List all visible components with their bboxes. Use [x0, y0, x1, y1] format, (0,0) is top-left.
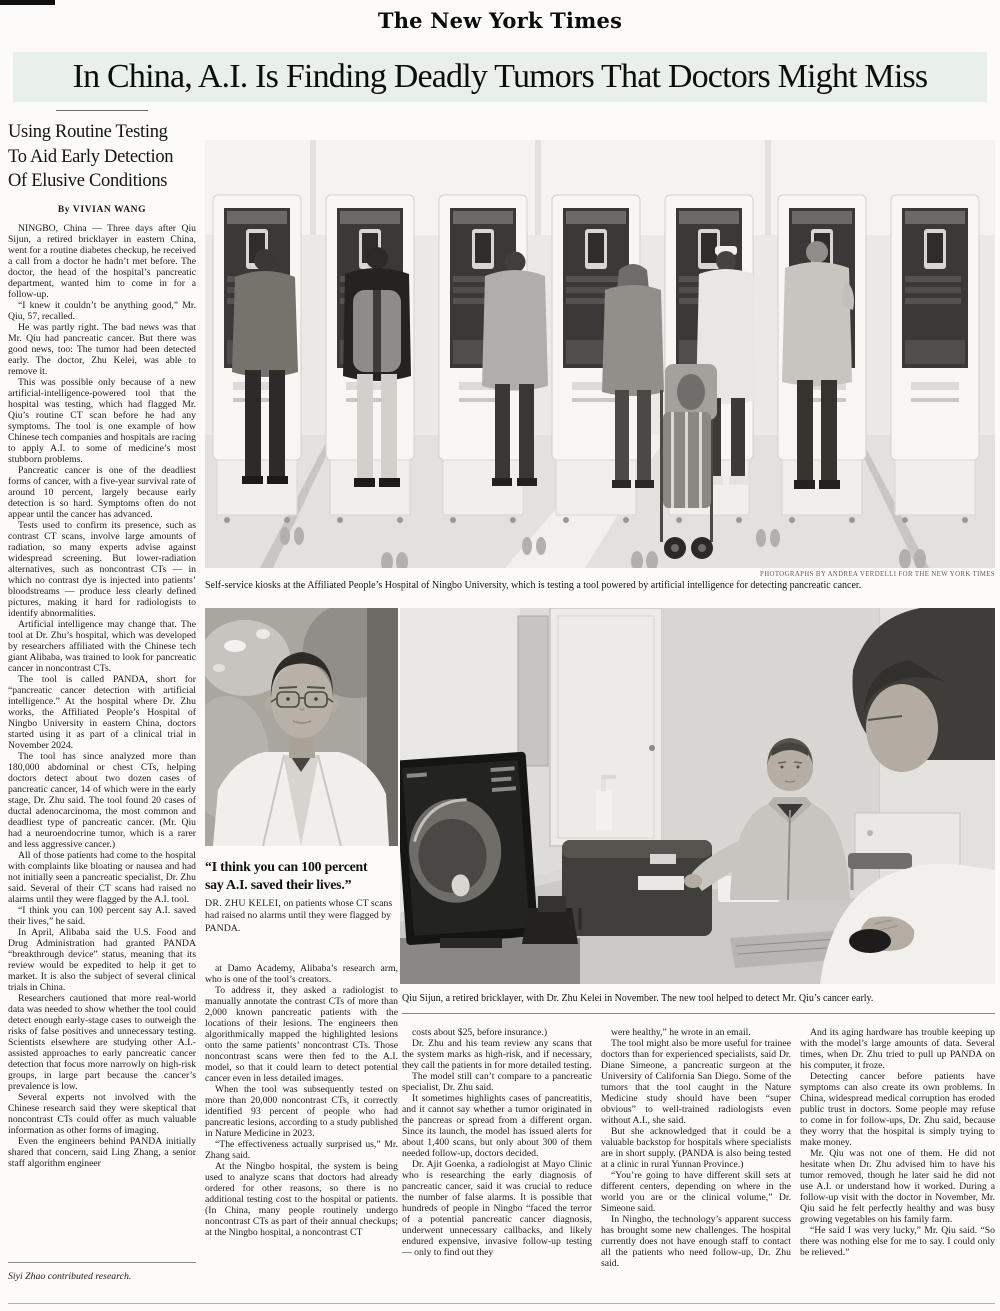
byline: By VIVIAN WANG — [57, 204, 147, 215]
photo-portrait-illustration — [205, 608, 398, 846]
paragraph: costs about $25, before insurance.) — [412, 1027, 548, 1038]
scan-edge-mark — [0, 0, 55, 5]
deck-line: Of Elusive Conditions — [8, 171, 168, 191]
paragraph: Mr. Qiu was not one of them. He did not hesitate when Dr. Zhu advised him to have his tumor removed, though he later said he did not use A.I. or understand how it worked. During a follow-up visit with the doctor in November, Mr. Qiu said he felt perfectly healthy and was busy growing vegetables on his family farm. — [800, 1148, 995, 1225]
paragraph: It sometimes highlights cases of pancreatitis, and it cannot say whether a tumor originated in the pancreas or spread from a different organ. Since its launch, the model has issued alerts for about 1,400 scans, but only about 300 of them needed follow-up, doctors decided. — [402, 1093, 592, 1159]
paragraph: Detecting cancer before patients have symptoms can also create its own problems. In China, widespread medical corruption has eroded public trust in doctors. Some people may refuse to come in for follow-ups, Dr. Zhu said, because they worry that the hospital is simply trying to make money. — [800, 1071, 995, 1148]
photo-kiosks-illustration — [205, 140, 995, 568]
paragraph: When the tool was subsequently tested on more than 20,000 noncontrast CTs, it correctly identified 93 percent of people who had pancreatic lesions, according to a study published in Nature Medicine in 2023. — [205, 1084, 398, 1139]
article-column-3 — [402, 1027, 592, 1301]
paragraph: Even the engineers behind PANDA initially shared that concern, said Ling Zhang, a senior staff algorithm engineer — [8, 1135, 196, 1169]
pull-quote-text — [205, 858, 397, 893]
paragraph: Tests used to confirm its presence, such as contrast CT scans, involve large amounts of radiation, so many experts advise against widespread screening. But lower-radiation alternatives, such as noncontrast CTs — in which no contrast dye is injected into patients’ bloodstreams — produce less clearly defined pictures, making it hard for radiologists to identify abnormalities. — [8, 519, 196, 619]
masthead-logo: The New York Times — [377, 8, 623, 33]
photo-portrait-doctor — [205, 608, 398, 846]
deck-headline — [8, 120, 196, 194]
paragraph: At the Ningbo hospital, the system is being used to analyze scans that doctors had already ordered for other reasons, so there is no additional testing cost to the hospital or patients. (In China, many people routinely undergo noncontrast CTs as part of their annual checkups; at the Ningbo hospital, a noncontrast CT — [205, 1161, 398, 1238]
paragraph: “I think you can 100 percent say A.I. saved their lives,” he said. — [8, 904, 196, 927]
paragraph: Dr. Zhu and his team review any scans that the system marks as high-risk, and if necessary, they call the patients in for more detailed testing. — [402, 1038, 592, 1071]
article-column-4 — [601, 1027, 791, 1301]
deck-line: To Aid Early Detection — [8, 146, 174, 167]
body-text-col1 — [8, 223, 196, 1169]
paragraph: The model still can’t compare to a pancreatic specialist, Dr. Zhu said. — [402, 1071, 592, 1093]
paragraph: “I knew it couldn’t be anything good,” Mr. Qiu, 57, recalled. — [8, 299, 196, 322]
contributor-block — [8, 1262, 196, 1282]
paragraph: NINGBO, China — Three days after Qiu Sijun, a retired bricklayer in eastern China, went for a routine diabetes checkup, he received a call from a doctor he hadn’t met before. The doctor, the head of the hospital’s pancreatic department, wanted him to come in for a follow-up. — [8, 222, 196, 300]
paragraph: “He said I was very lucky,” Mr. Qiu said. “So there was nothing else for me to say. I could only be relieved.” — [800, 1225, 995, 1258]
pull-quote-context: on patients whose CT scans had raised no alarms until they were flagged by PANDA. — [205, 898, 393, 934]
caption-rule — [402, 1013, 995, 1014]
deck-line: Using Routine Testing — [8, 122, 168, 142]
paragraph: This was possible only because of a new artificial-intelligence-powered tool that the hospital was testing, which had flagged Mr. Qiu’s routine CT scan before he had any symptoms. The tool is one example of how Chinese tech companies and hospitals are racing to apply A.I. to some of medicine’s most stubborn problems. — [8, 376, 196, 465]
photo-consultation — [400, 608, 995, 984]
photo-kiosks — [205, 140, 995, 568]
pull-quote-attribution — [205, 898, 397, 935]
paragraph: Researchers cautioned that more real-world data was needed to show whether the tool could detect enough early-stage cases to outweigh the risks of false positives and unnecessary testing. Scientists elsewhere are studying other A.I.-assisted approaches to early pancreatic cancer detection that focus more narrowly on high-risk groups, in large part because the cancer’s prevalence is low. — [8, 992, 196, 1092]
contributor-rule — [8, 1262, 196, 1263]
headline-band — [13, 52, 987, 102]
paragraph: Several experts not involved with the Chinese research said they were skeptical that noncontrast CTs could offer as much valuable information as other forms of imaging. — [8, 1091, 196, 1136]
article-column-1 — [8, 110, 196, 1258]
paragraph: He was partly right. The bad news was that Mr. Qiu had pancreatic cancer. But there was good news, too: The tumor had been detected early. The doctor, Zhu Kelei, was able to remove it. — [8, 321, 196, 377]
paragraph: “The effectiveness actually surprised us,” Mr. Zhang said. — [205, 1139, 398, 1161]
paragraph: The tool might also be more useful for trainee doctors than for experienced specialists, said Dr. Diane Simeone, a pancreatic surgeon at the University of California San Diego. Some of the tumors that the tool caught in the Nature Medicine study should have been “super obvious” to well-trained radiologists even without A.I., she said. — [601, 1038, 791, 1126]
contributor-note: Siyi Zhao contributed research. — [8, 1271, 132, 1282]
paragraph: at Damo Academy, Alibaba’s research arm, who is one of the tool’s creators. — [205, 963, 398, 985]
photo-credit: PHOTOGRAPHS BY ANDREA VERDELLI FOR THE NEW YORK TIMES — [760, 571, 995, 578]
deck-rule — [56, 110, 148, 111]
paragraph: All of those patients had come to the hospital with complaints like bloating or nausea and had not initially seen a pancreatic specialist, Dr. Zhu said. Several of their CT scans had raised no alarms until they were flagged by the A.I. tool. — [8, 849, 196, 905]
paragraph: Artificial intelligence may change that. The tool at Dr. Zhu’s hospital, which was developed by researchers affiliated with the Chinese tech giant Alibaba, was trained to look for pancreatic cancer in noncontrast CTs. — [8, 618, 196, 674]
article-column-2 — [205, 963, 398, 1308]
page-bottom-rule — [8, 1303, 995, 1304]
paragraph: “You’re going to have different skill sets at different centers, depending on where in the world you are or the clinical volume,” Dr. Simeone said. — [601, 1170, 791, 1214]
paragraph: In Ningbo, the technology’s apparent success has brought some new challenges. The hospital currently does not have enough staff to contact all the patients who need follow-up, Dr. Zhu said. — [601, 1214, 791, 1269]
paragraph: Pancreatic cancer is one of the deadliest forms of cancer, with a five-year survival rate of around 10 percent, largely because early detection is so hard. Symptoms often do not appear until the cancer has advanced. — [8, 464, 196, 520]
paragraph: But she acknowledged that it could be a valuable backstop for hospitals where specialists are in short supply. (PANDA is also being tested at a clinic in rural Yunnan Province.) — [601, 1126, 791, 1170]
article-column-5 — [800, 1027, 995, 1301]
pull-quote-line: say A.I. saved their lives.” — [205, 876, 352, 892]
photo-caption-consultation: Qiu Sijun, a retired bricklayer, with Dr. Zhu Kelei in November. The new tool helped to detect Mr. Qiu’s cancer early. — [402, 993, 874, 1004]
paragraph: The tool has since analyzed more than 180,000 abdominal or chest CTs, helping doctors detect about two dozen cases of pancreatic cancer, 14 of which were in the early stage, Dr. Zhu said. The tool found 20 cases of ductal adenocarcinoma, the most common and deadliest type of pancreatic cancer. (Mr. Qiu had a neuroendocrine tumor, which is a rarer and less aggressive cancer.) — [8, 750, 196, 850]
photo-consultation-illustration — [400, 608, 995, 984]
paragraph: In April, Alibaba said the U.S. Food and Drug Administration had granted PANDA “breakthrough device” status, meaning that its review would be expedited to help it get to market. It is also the subject of several clinical trials in China. — [8, 926, 196, 993]
paragraph: And its aging hardware has trouble keeping up with the model’s large amounts of data. Several times, when Dr. Zhu tried to pull up PANDA on his computer, it froze. — [800, 1027, 995, 1071]
page-title: In China, A.I. Is Finding Deadly Tumors That Doctors Might Miss — [72, 58, 928, 95]
pull-quote — [205, 858, 397, 935]
pull-quote-line: “I think you can 100 percent — [205, 859, 368, 874]
paragraph: were healthy,” he wrote in an email. — [611, 1027, 751, 1038]
paragraph: Dr. Ajit Goenka, a radiologist at Mayo Clinic who is researching the early diagnosis of pancreatic cancer, said it was crucial to reduce the number of false alarms. It is possible that hundreds of people in Ningbo “faced the terror of a potential pancreatic cancer diagnosis, underwent unnecessary callbacks, and likely endured expensive, invasive follow-up testing — only to find out they — [402, 1159, 592, 1258]
paragraph: The tool is called PANDA, short for “pancreatic cancer detection with artificial intelligence.” At the hospital where Dr. Zhu works, the Affiliated People’s Hospital of Ningbo University in eastern China, doctors started using it as part of a clinical trial in November 2024. — [8, 673, 196, 751]
pull-quote-speaker: DR. ZHU KELEI, — [205, 898, 282, 909]
paragraph: To address it, they asked a radiologist to manually annotate the contrast CTs of more than 2,000 known pancreatic patients with the locations of their lesions. The engineers then algorithmically mapped the highlighted lesions onto the same patients’ noncontrast CTs. Those noncontrast scans were then fed to the A.I. model, so that it could learn to detect potential cancer even in less detailed images. — [205, 985, 398, 1084]
photo-caption-kiosks: Self-service kiosks at the Affiliated People’s Hospital of Ningbo University, which is testing a tool powered by artificial intelligence for detecting pancreatic cancer. — [205, 580, 862, 591]
